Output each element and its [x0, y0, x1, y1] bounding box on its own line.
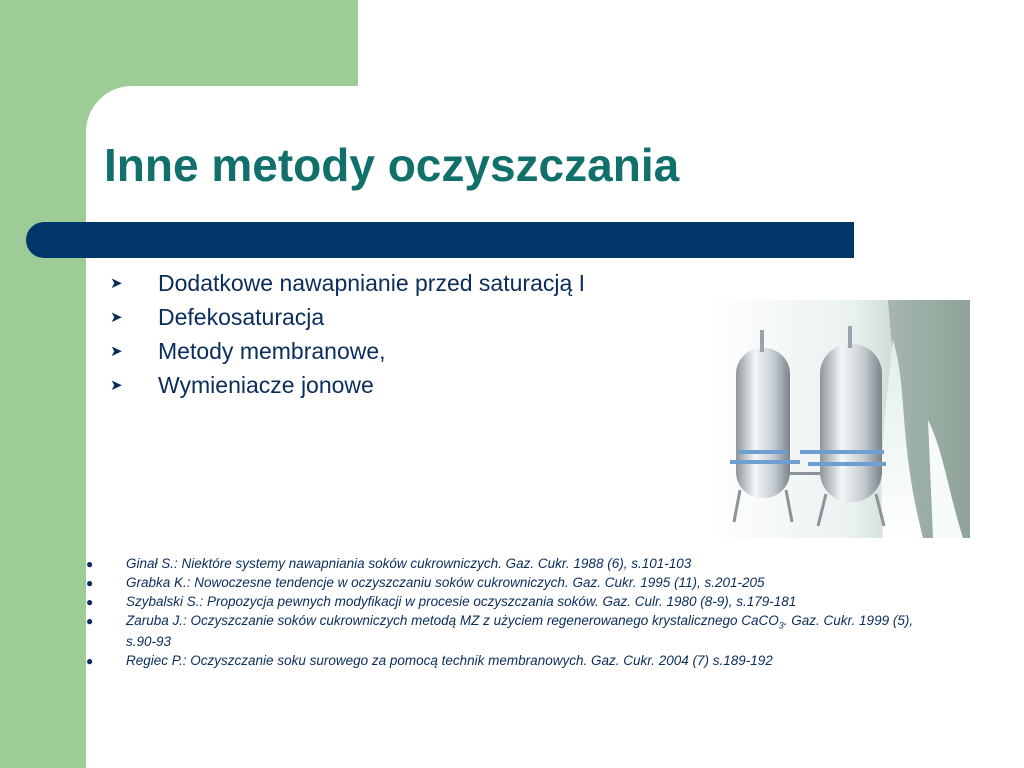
- arrowhead-icon: ➤: [110, 274, 123, 292]
- arrowhead-icon: ➤: [110, 308, 123, 326]
- reference-item: [84, 594, 924, 610]
- reference-text: Regiec P.: Oczyszczanie soku surowego za pomocą technik membranowych. Gaz. Cukr. 2004 (7) s.189-192: [126, 652, 773, 668]
- bullet-text: Metody membranowe,: [158, 337, 386, 364]
- reference-item: [84, 613, 924, 650]
- bullet-dot-icon: ●: [86, 595, 94, 609]
- reference-text: Ginał S.: Niektóre systemy nawapniania soków cukrowniczych. Gaz. Cukr. 1988 (6), s.101-103: [126, 556, 692, 571]
- bullet-text: Defekosaturacja: [158, 303, 325, 330]
- bullet-dot-icon: ●: [86, 614, 94, 628]
- reference-item: [84, 575, 924, 591]
- slide-title: Inne metody oczyszczania: [104, 139, 680, 191]
- reference-item: [84, 653, 924, 669]
- bullet-item: [110, 334, 585, 368]
- bullet-dot-icon: ●: [86, 653, 94, 668]
- title-underline-bar: [26, 222, 854, 258]
- arrowhead-icon: ➤: [110, 342, 123, 360]
- subscript: 3: [778, 620, 784, 631]
- bullet-dot-icon: ●: [86, 557, 94, 571]
- filtration-tanks-photo: [708, 300, 970, 538]
- bullet-text: Dodatkowe nawapnianie przed saturacją I: [158, 269, 586, 296]
- bullet-item: [110, 266, 585, 300]
- reference-text: Grabka K.: Nowoczesne tendencje w oczyszczaniu soków cukrowniczych. Gaz. Cukr. 1995 (11), s.201-205: [126, 575, 765, 590]
- bullet-item: [110, 368, 585, 402]
- bullet-text: Wymieniacze jonowe: [158, 371, 374, 398]
- reference-text-end: . Gaz. Cukr. 1999 (5), s.90-93: [126, 613, 914, 649]
- reference-text-start: Zaruba J.: Oczyszczanie soków cukrowniczych metodą MZ z użyciem regenerowanego krystalicznego CaCO: [126, 613, 779, 628]
- arrowhead-icon: ➤: [110, 376, 123, 394]
- bullet-item: [110, 300, 585, 334]
- bullet-list: [110, 266, 585, 402]
- references-list: [84, 556, 924, 672]
- reference-text: Szybalski S.: Propozycja pewnych modyfikacji w procesie oczyszczania soków. Gaz. Culr. 1980 (8-9), s.179-181: [126, 594, 797, 609]
- bullet-dot-icon: ●: [86, 576, 94, 590]
- reference-item: [84, 556, 924, 572]
